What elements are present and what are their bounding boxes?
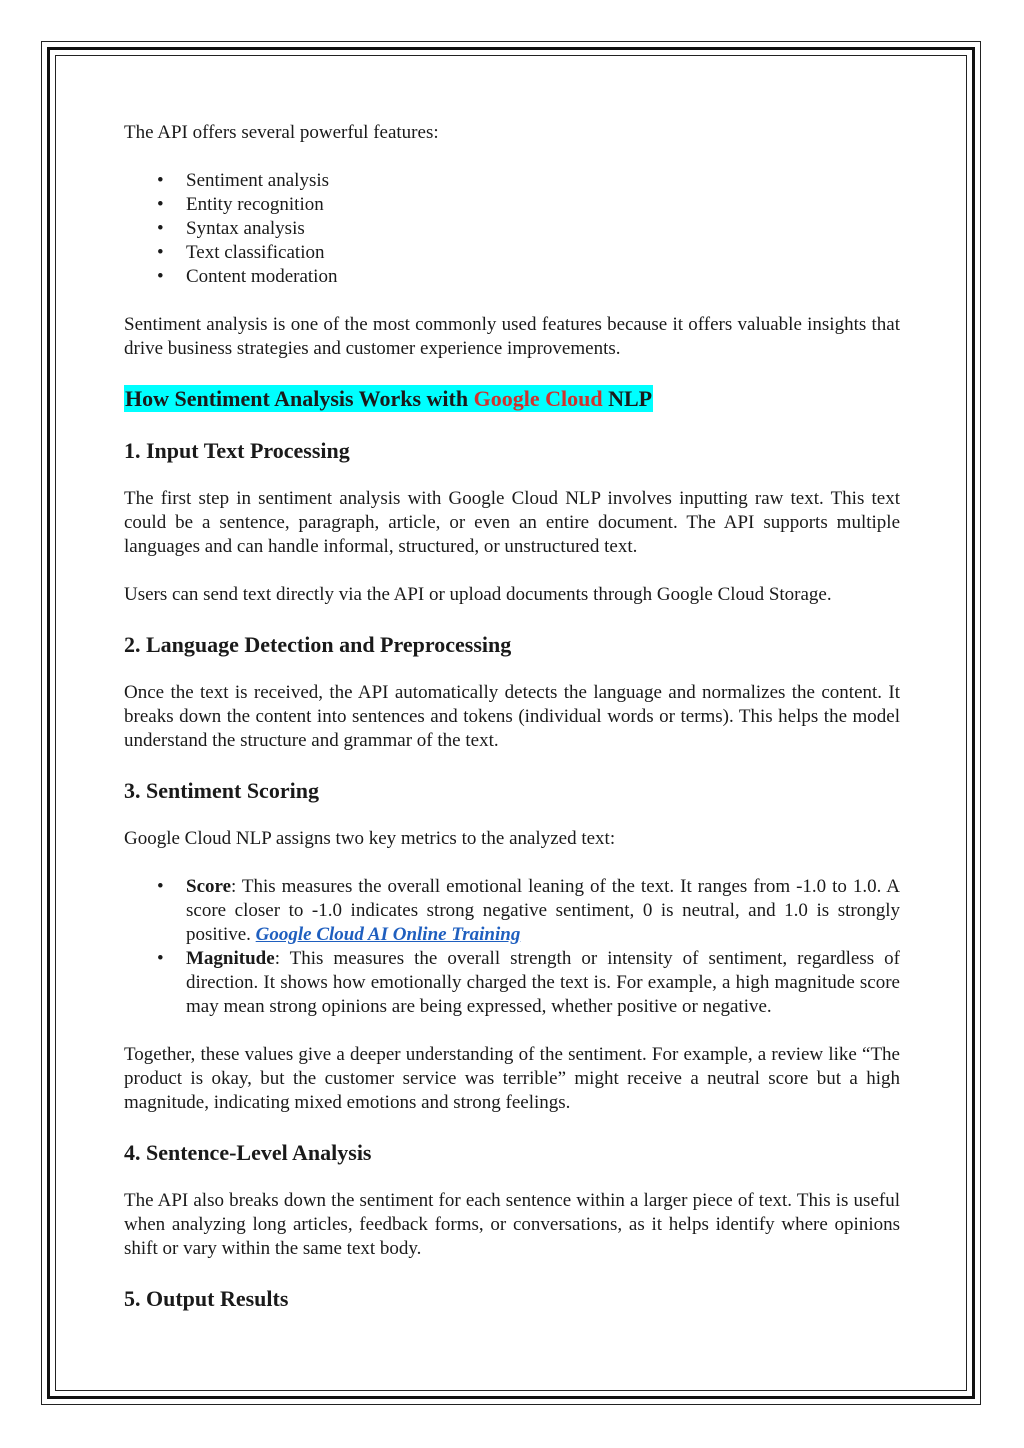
list-item-magnitude bbox=[124, 947, 900, 1019]
list-item: • Entity recognition bbox=[124, 193, 900, 217]
heading-step-2: 2. Language Detection and Preprocessing bbox=[124, 632, 512, 657]
sentiment-paragraph: Sentiment analysis is one of the most commonly used features because it offers valuable insights that drive business strategies and customer experience improvements. bbox=[124, 314, 900, 359]
magnitude-description: : This measures the overall strength or intensity of sentiment, regardless of direction. It shows how emotionally charged the text is. For example, a high magnitude score may mean strong opinions are being expressed, whether positive or negative. bbox=[186, 948, 900, 1017]
heading-step-3: 3. Sentiment Scoring bbox=[124, 778, 319, 803]
step-4-paragraph: The API also breaks down the sentiment for each sentence within a larger piece of text. This is useful when analyzing long articles, feedback forms, or conversations, as it helps identify where opinions shift or vary within the same text body. bbox=[124, 1190, 900, 1259]
score-label: Score bbox=[186, 876, 232, 897]
section-title-banner bbox=[124, 385, 653, 412]
feature-list bbox=[124, 169, 900, 289]
metrics-list bbox=[124, 875, 900, 1019]
training-link[interactable]: Google Cloud AI Online Training bbox=[255, 924, 521, 945]
section-title bbox=[124, 385, 900, 413]
section-title-brand: Google Cloud bbox=[473, 386, 603, 411]
step-1-paragraph-2: Users can send text directly via the API or upload documents through Google Cloud Storage. bbox=[124, 584, 832, 605]
step-1-paragraph: The first step in sentiment analysis with Google Cloud NLP involves inputting raw text. This text could be a sentence, paragraph, article, or even an entire document. The API supports multiple languages and can handle informal, structured, or unstructured text. bbox=[124, 488, 900, 557]
list-item: • Sentiment analysis bbox=[124, 169, 900, 193]
section-title-part1: How Sentiment Analysis Works with bbox=[125, 386, 474, 411]
together-paragraph: Together, these values give a deeper understanding of the sentiment. For example, a review like “The product is okay, but the customer service was terrible” might receive a neutral score but a high magnitude, indicating mixed emotions and strong feelings. bbox=[124, 1044, 900, 1113]
list-item: • Content moderation bbox=[124, 265, 900, 289]
heading-step-4: 4. Sentence-Level Analysis bbox=[124, 1140, 372, 1165]
heading-step-5: 5. Output Results bbox=[124, 1286, 289, 1311]
step-3-intro: Google Cloud NLP assigns two key metrics to the analyzed text: bbox=[124, 828, 616, 849]
list-item: • Text classification bbox=[124, 241, 900, 265]
section-title-part2: NLP bbox=[602, 386, 653, 411]
document-body bbox=[124, 121, 900, 1313]
step-2-paragraph: Once the text is received, the API automatically detects the language and normalizes the content. It breaks down the content into sentences and tokens (individual words or terms). This helps the model understand the structure and grammar of the text. bbox=[124, 682, 900, 751]
magnitude-label: Magnitude bbox=[186, 948, 275, 969]
list-item: • Syntax analysis bbox=[124, 217, 900, 241]
heading-step-1: 1. Input Text Processing bbox=[124, 438, 350, 463]
intro-text: The API offers several powerful features: bbox=[124, 122, 439, 143]
score-description: : This measures the overall emotional leaning of the text. It ranges from -1.0 to 1.0. A score closer to -1.0 indicates strong negative sentiment, 0 is neutral, and 1.0 is strongly positive. bbox=[186, 876, 900, 945]
list-item-score bbox=[124, 875, 900, 947]
